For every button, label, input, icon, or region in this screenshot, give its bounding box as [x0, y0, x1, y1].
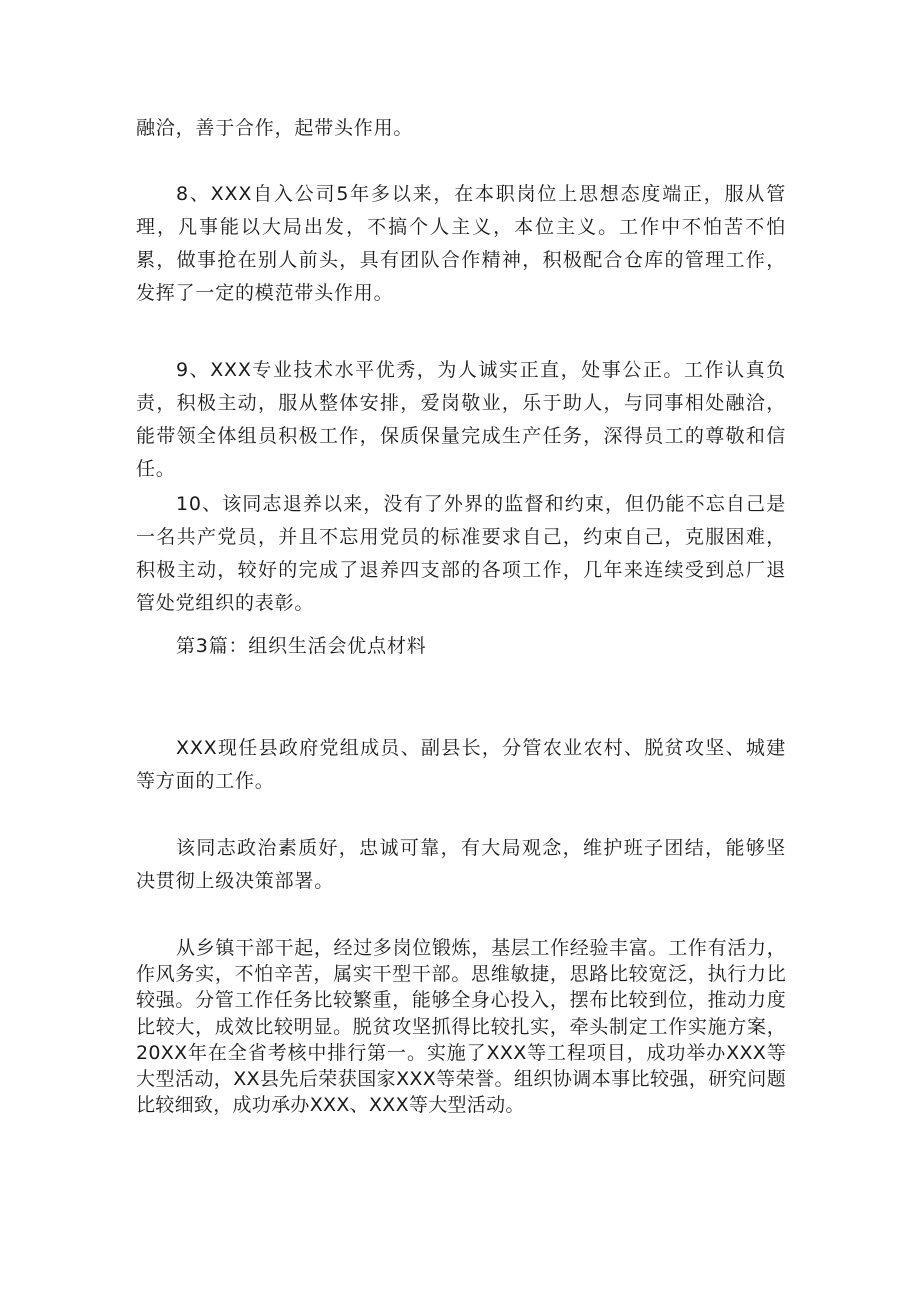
section-paragraph-1: XXX现任县政府党组成员、副县长，分管农业农村、脱贫攻坚、城建等方面的工作。 — [136, 737, 786, 793]
section-paragraph-2: 该同志政治素质好，忠诚可靠，有大局观念，维护班子团结，能够坚决贯彻上级决策部署。 — [136, 837, 786, 893]
section-title: 第3篇：组织生活会优点材料 — [176, 635, 427, 657]
paragraph-continuation: 融洽，善于合作，起带头作用。 — [136, 117, 414, 139]
paragraph-10: 10、该同志退养以来，没有了外界的监督和约束，但仍能不忘自己是一名共产党员，并且不忘用党员的标准要求自己，约束自己，克服困难，积极主动，较好的完成了退养四支部的各项工作，几年来连续受到总厂退管处党组织的表彰。 — [136, 493, 786, 615]
paragraph-8: 8、XXX自入公司5年多以来，在本职岗位上思想态度端正，服从管理，凡事能以大局出发，不搞个人主义，本位主义。工作中不怕苦不怕累，做事抢在别人前头，具有团队合作精神，积极配合仓库的管理工作，发挥了一定的模范带头作用。 — [136, 183, 786, 305]
section-paragraph-3: 从乡镇干部干起，经过多岗位锻炼，基层工作经验丰富。工作有活力，作风务实，不怕辛苦，属实干型干部。思维敏捷，思路比较宽泛，执行力比较强。分管工作任务比较繁重，能够全身心投入，摆布比较到位，推动力度比较大，成效比较明显。脱贫攻坚抓得比较扎实，牵头制定工作实施方案，20XX年在全省考核中排行第一。实施了XXX等工程项目，成功举办XXX等大型活动，XX县先后荣获国家XXX等荣誉。组织协调本事比较强，研究问题比较细致，成功承办XXX、XXX等大型活动。 — [136, 937, 786, 1117]
paragraph-9: 9、XXX专业技术水平优秀，为人诚实正直，处事公正。工作认真负责，积极主动，服从整体安排，爱岗敬业，乐于助人，与同事相处融洽，能带领全体组员积极工作，保质保量完成生产任务，深得员工的尊敬和信任。 — [136, 359, 786, 481]
